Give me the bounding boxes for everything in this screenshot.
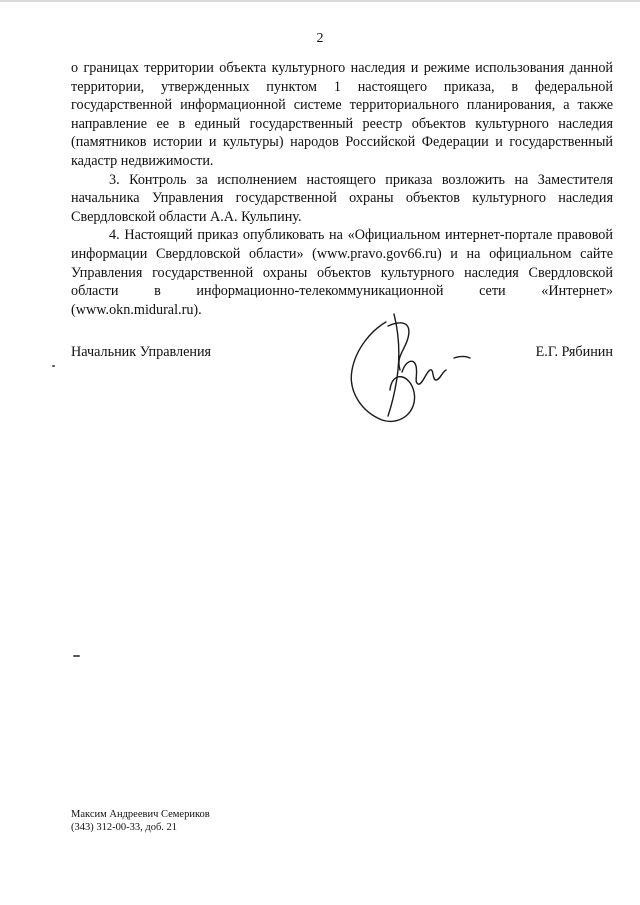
signer-name: Е.Г. Рябинин bbox=[535, 344, 613, 360]
signer-position: Начальник Управления bbox=[71, 344, 212, 360]
scan-speck bbox=[52, 365, 55, 367]
executor-info bbox=[71, 808, 210, 834]
page-number: 2 bbox=[316, 31, 324, 46]
page-top-edge bbox=[0, 0, 640, 2]
executor-name: Максим Андреевич Семериков bbox=[71, 809, 210, 820]
document-body bbox=[71, 59, 613, 319]
paragraph-control: 3. Контроль за исполнением настоящего приказа возложить на Заместителя начальника Управления государственной охраны объектов культурного наследия Свердловской области А.А. Кульпину. bbox=[71, 171, 613, 225]
handwritten-signature bbox=[342, 300, 472, 428]
paragraph-publication: 4. Настоящий приказ опубликовать на «Официальном интернет-портале правовой информации Свердловской области» (www.pravo.gov66.ru) и на официальном сайте Управления государственной охраны объектов культурного наследия Свердловской области в информационно-телекоммуникационной сети «Интернет» (www.okn.midural.ru). bbox=[71, 227, 613, 318]
paragraph-continuation: о границах территории объекта культурного наследия и режиме использования данной территории, утвержденных пунктом 1 настоящего приказа, в федеральной государственной информационной системе территориального планирования, а также направление ее в единый государственный реестр объектов культурного наследия (памятников истории и культуры) народов Российской Федерации и государственный кадастр недвижимости. bbox=[71, 60, 613, 169]
executor-phone: (343) 312-00-33, доб. 21 bbox=[71, 822, 178, 833]
scan-speck bbox=[73, 655, 80, 657]
